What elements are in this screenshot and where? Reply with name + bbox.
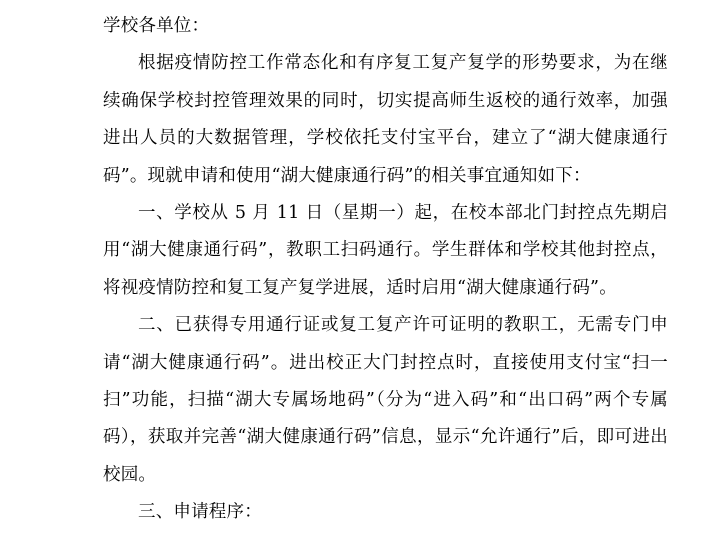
paragraph-intro: 根据疫情防控工作常态化和有序复工复产复学的形势要求，为在继续确保学校封控管理效果的同时，切实提高师生返校的通行效率，加强进出人员的大数据管理，学校依托支付宝平台，建立了“湖大健康通行码”。现就申请和使用“湖大健康通行码”的相关事宜通知如下： [103,53,668,186]
paragraph-item-one: 一、学校从 5 月 11 日（星期一）起，在校本部北门封控点先期启用“湖大健康通行码”，教职工扫码通行。学生群体和学校其他封控点，将视疫情防控和复工复产复学进展，适时启用“湖大健康通行码”。 [103,203,668,298]
paragraph-item-two: 二、已获得专用通行证或复工复产许可证明的教职工，无需专门申请“湖大健康通行码”。进出校正大门封控点时，直接使用支付宝“扫一扫”功能，扫描“湖大专属场地码”（分为“进入码”和“出口码”两个专属码），获取并完善“湖大健康通行码”信息，显示“允许通行”后，即可进出校园。 [103,315,668,485]
paragraph-item-three: 三、申请程序： [138,502,262,523]
paragraph-salutation: 学校各单位： [103,16,210,36]
document-body [103,8,668,532]
